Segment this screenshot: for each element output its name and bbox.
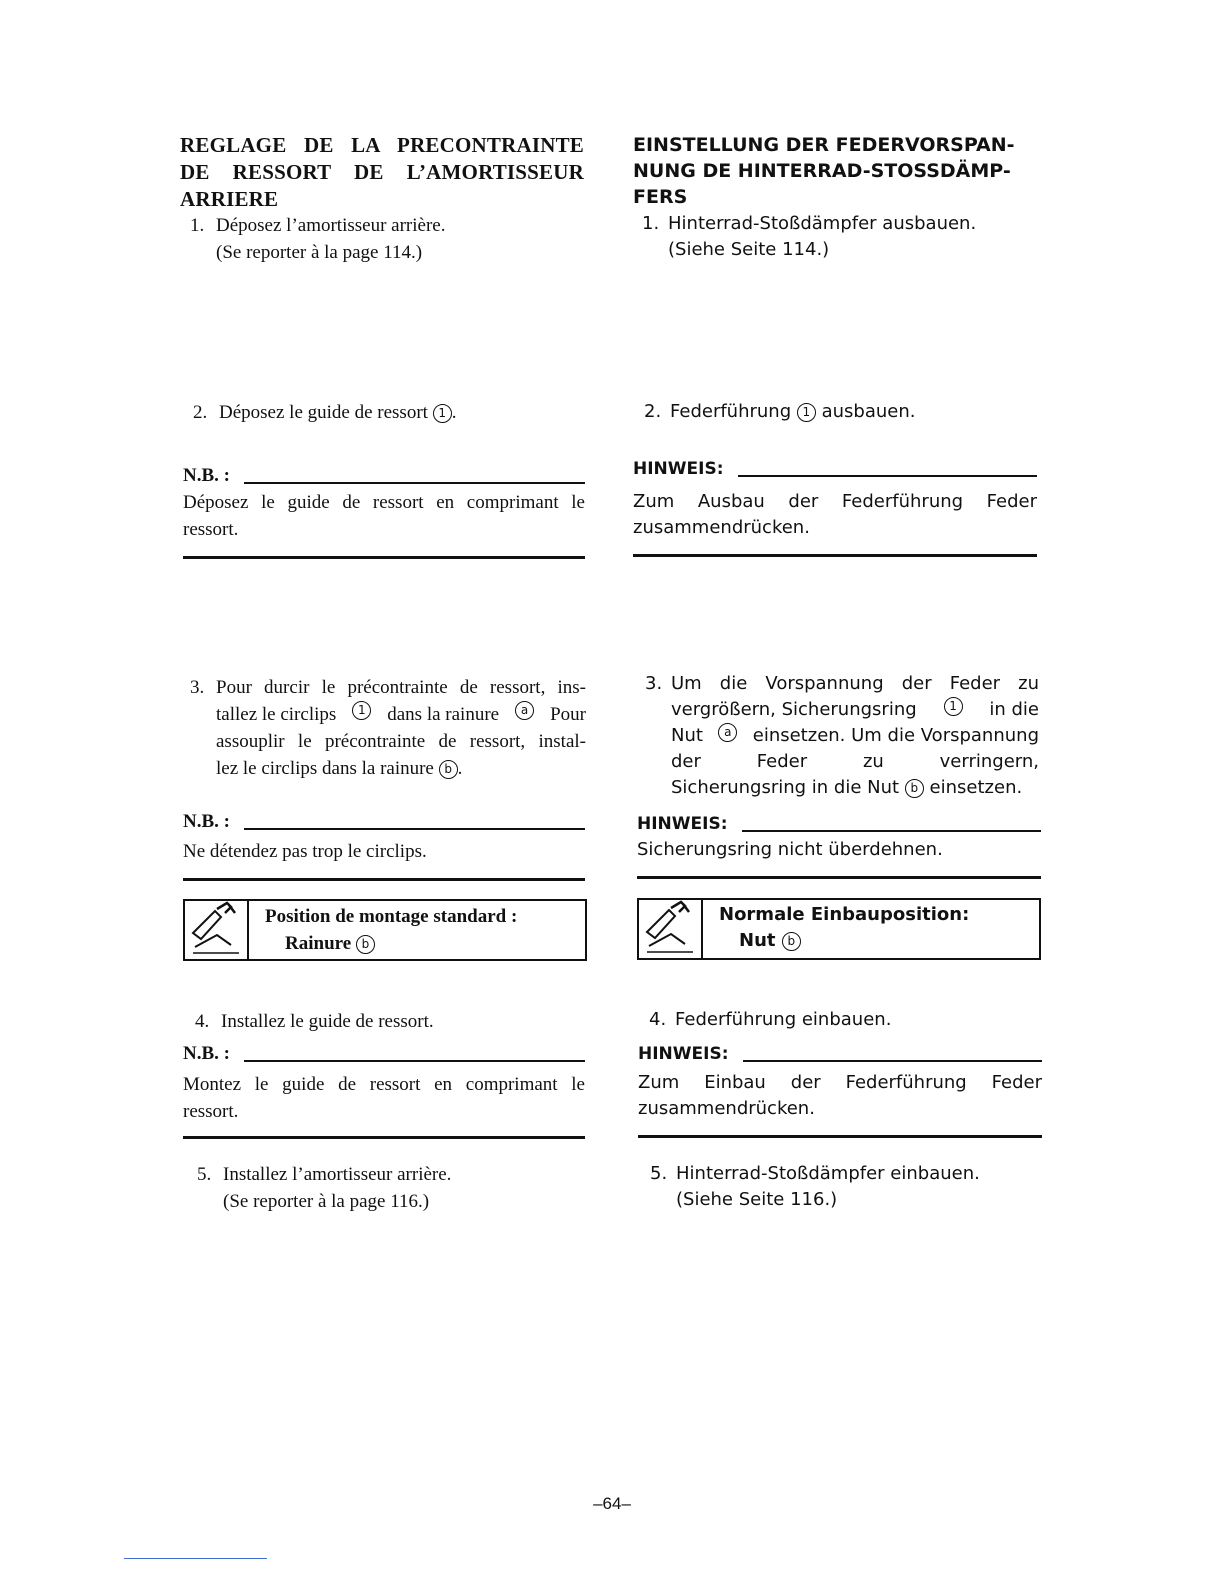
de-note-1-header	[633, 456, 1037, 482]
de-title-line-3: FERS	[633, 186, 688, 208]
de-step-1-number: 1.	[642, 213, 660, 234]
fr-spec-mark-icon: b	[356, 935, 375, 954]
de-step-3-l5a: Sicherungsring in die Nut	[671, 777, 900, 798]
fr-spec-value-row	[265, 930, 517, 957]
fr-note-2-label: N.B. :	[183, 811, 230, 832]
fr-note-2-line	[244, 828, 585, 830]
fr-step-2-text: Déposez le guide de ressort	[219, 402, 428, 423]
de-step-5-ref: (Siehe Seite 116.)	[676, 1189, 838, 1210]
de-note-1-line	[738, 475, 1037, 477]
de-step-5-text: Hinterrad-Stoßdämpfer einbauen.	[676, 1163, 980, 1184]
de-note-1-body	[633, 489, 1037, 541]
de-note-1-rule	[633, 554, 1037, 557]
fr-step-2-mark-icon: 1	[433, 404, 452, 423]
de-note-1-line-2: zusammendrücken.	[633, 517, 810, 538]
de-step-4-number: 4.	[649, 1009, 667, 1030]
fr-step-3-line-1: Pour durcir le précontrainte de ressort, ins-	[216, 677, 586, 698]
fr-step-3-l2b: dans la rainure	[387, 704, 500, 725]
fr-spec-box	[183, 899, 587, 961]
de-note-3-rule	[638, 1135, 1042, 1138]
de-step-3-l5b: einsetzen.	[929, 777, 1023, 798]
fr-step-3-l4b: .	[457, 758, 463, 779]
de-step-2-text-end: ausbauen.	[821, 401, 916, 422]
fr-step-3-line-2	[190, 701, 586, 728]
de-step-3-l3b: einsetzen. Um die Vorspannung	[752, 725, 1039, 746]
fr-step-1-text: Déposez l’amortisseur arrière.	[216, 215, 446, 236]
de-step-5-number: 5.	[650, 1163, 668, 1184]
fr-step-3-line-3: assouplir le précontrainte de ressort, instal-	[216, 731, 586, 752]
fr-step-3-l2a: tallez le circlips	[216, 704, 337, 725]
fr-note-3-label: N.B. :	[183, 1043, 230, 1064]
de-note-3-header	[638, 1041, 1042, 1067]
fr-groove-b-mark-icon: b	[439, 760, 458, 779]
de-note-1-label: HINWEIS:	[633, 459, 724, 479]
fr-note-3-line	[244, 1060, 585, 1062]
fr-step-1-ref: (Se reporter à la page 114.)	[216, 242, 423, 263]
de-step-3-l3a: Nut	[671, 725, 703, 746]
de-note-2-line	[742, 830, 1041, 832]
fr-circlips-mark-icon: 1	[352, 701, 371, 720]
de-groove-a-mark-icon: a	[718, 723, 737, 742]
de-circlips-mark-icon: 1	[944, 697, 963, 716]
fr-note-2-rule	[183, 878, 585, 881]
de-step-3	[645, 671, 1039, 801]
fr-step-1	[190, 212, 590, 266]
fr-step-3-number: 3.	[190, 677, 205, 698]
de-note-3-line	[743, 1060, 1042, 1062]
fr-step-4-number: 4.	[195, 1011, 210, 1032]
fr-step-5-ref: (Se reporter à la page 116.)	[223, 1191, 430, 1212]
fr-note-3-header	[183, 1040, 585, 1067]
fr-step-1-number: 1.	[190, 215, 205, 236]
fr-step-4-text: Installez le guide de ressort.	[221, 1011, 434, 1032]
de-step-1-text: Hinterrad-Stoßdämpfer ausbauen.	[668, 213, 977, 234]
de-step-3-line-5	[645, 775, 1039, 801]
de-note-3-line-2: zusammendrücken.	[638, 1098, 815, 1119]
de-step-3-line-1: Um die Vorspannung der Feder zu	[671, 673, 1039, 694]
fr-step-2-number: 2.	[193, 402, 208, 423]
de-spec-title: Normale Einbauposition:	[719, 904, 970, 925]
de-step-3-line-3	[645, 723, 1039, 749]
fr-note-1-header	[183, 462, 585, 489]
de-step-4-text: Federführung einbauen.	[675, 1009, 892, 1030]
de-note-3-line-1: Zum Einbau der Federführung Feder	[638, 1072, 1042, 1093]
fr-step-2	[193, 399, 593, 426]
de-step-3-number: 3.	[645, 673, 663, 694]
fr-step-3	[190, 674, 586, 782]
de-step-3-l2a: vergrößern, Sicherungsring	[671, 699, 917, 720]
de-title-line-1: EINSTELLUNG DER FEDERVORSPAN-	[633, 134, 1015, 156]
de-note-2-header	[637, 811, 1041, 837]
fr-step-2-text-end: .	[451, 402, 457, 423]
fr-note-1-rule	[183, 556, 585, 559]
fr-step-5	[197, 1161, 597, 1215]
de-groove-b-mark-icon: b	[905, 779, 924, 798]
fr-step-5-text: Installez l’amortisseur arrière.	[223, 1164, 452, 1185]
fr-note-2-header	[183, 808, 585, 835]
fr-note-1-body	[183, 489, 585, 543]
de-step-2-text: Federführung	[670, 401, 792, 422]
fr-title-line-1: REGLAGE DE LA PRECONTRAINTE	[180, 133, 584, 157]
fr-note-2-body: Ne détendez pas trop le circlips.	[183, 841, 427, 862]
de-note-1-line-1: Zum Ausbau der Federführung Feder	[633, 491, 1037, 512]
de-step-1	[642, 211, 1042, 263]
fr-note-3-line-1: Montez le guide de ressort en comprimant le	[183, 1074, 585, 1095]
fr-note-3-rule	[183, 1136, 585, 1139]
page-number: –64–	[593, 1494, 631, 1513]
footer-line	[124, 1558, 267, 1559]
wrench-icon	[185, 901, 249, 959]
fr-step-3-line-4	[190, 755, 586, 782]
de-step-3-line-2	[645, 697, 1039, 723]
fr-note-3-line-2: ressort.	[183, 1101, 239, 1122]
fr-step-3-l4a: lez le circlips dans la rainure	[216, 758, 434, 779]
de-step-2-number: 2.	[644, 401, 662, 422]
fr-title-line-3: ARRIERE	[180, 187, 279, 211]
de-step-4	[649, 1007, 1049, 1033]
de-step-5	[650, 1161, 1050, 1213]
de-note-3-label: HINWEIS:	[638, 1044, 729, 1064]
de-step-1-ref: (Siehe Seite 114.)	[668, 239, 830, 260]
fr-groove-a-mark-icon: a	[515, 701, 534, 720]
de-note-3-body	[638, 1070, 1042, 1122]
de-step-3-line-4: der Feder zu verringern,	[671, 751, 1039, 772]
de-note-2-rule	[637, 876, 1041, 879]
de-note-2-body: Sicherungsring nicht überdehnen.	[637, 839, 943, 860]
wrench-icon	[639, 900, 703, 958]
fr-title-line-2: DE RESSORT DE L’AMORTISSEUR	[180, 160, 584, 184]
fr-note-1-line-1: Déposez le guide de ressort en comprimant le	[183, 492, 585, 513]
fr-note-1-line-2: ressort.	[183, 519, 239, 540]
fr-note-1-label: N.B. :	[183, 465, 230, 486]
de-spec-mark-icon: b	[782, 932, 801, 951]
fr-spec-value: Rainure	[285, 933, 352, 954]
fr-step-5-number: 5.	[197, 1164, 212, 1185]
de-step-2-mark-icon: 1	[797, 403, 816, 422]
fr-section-title	[180, 132, 584, 213]
de-note-2-label: HINWEIS:	[637, 814, 728, 834]
de-title-line-2: NUNG DE HINTERRAD-STOSSDÄMP-	[633, 160, 1011, 182]
de-spec-box	[637, 898, 1041, 960]
de-step-3-l2b: in die	[989, 699, 1039, 720]
fr-note-1-line	[244, 482, 585, 484]
de-section-title	[633, 132, 1043, 210]
de-spec-value-row	[719, 928, 969, 954]
fr-step-3-l2c: Pour	[550, 704, 586, 725]
fr-note-3-body	[183, 1071, 585, 1125]
fr-step-4	[195, 1008, 595, 1035]
fr-spec-title: Position de montage standard :	[265, 906, 518, 927]
de-spec-value: Nut	[739, 930, 776, 951]
de-step-2	[644, 399, 1044, 425]
